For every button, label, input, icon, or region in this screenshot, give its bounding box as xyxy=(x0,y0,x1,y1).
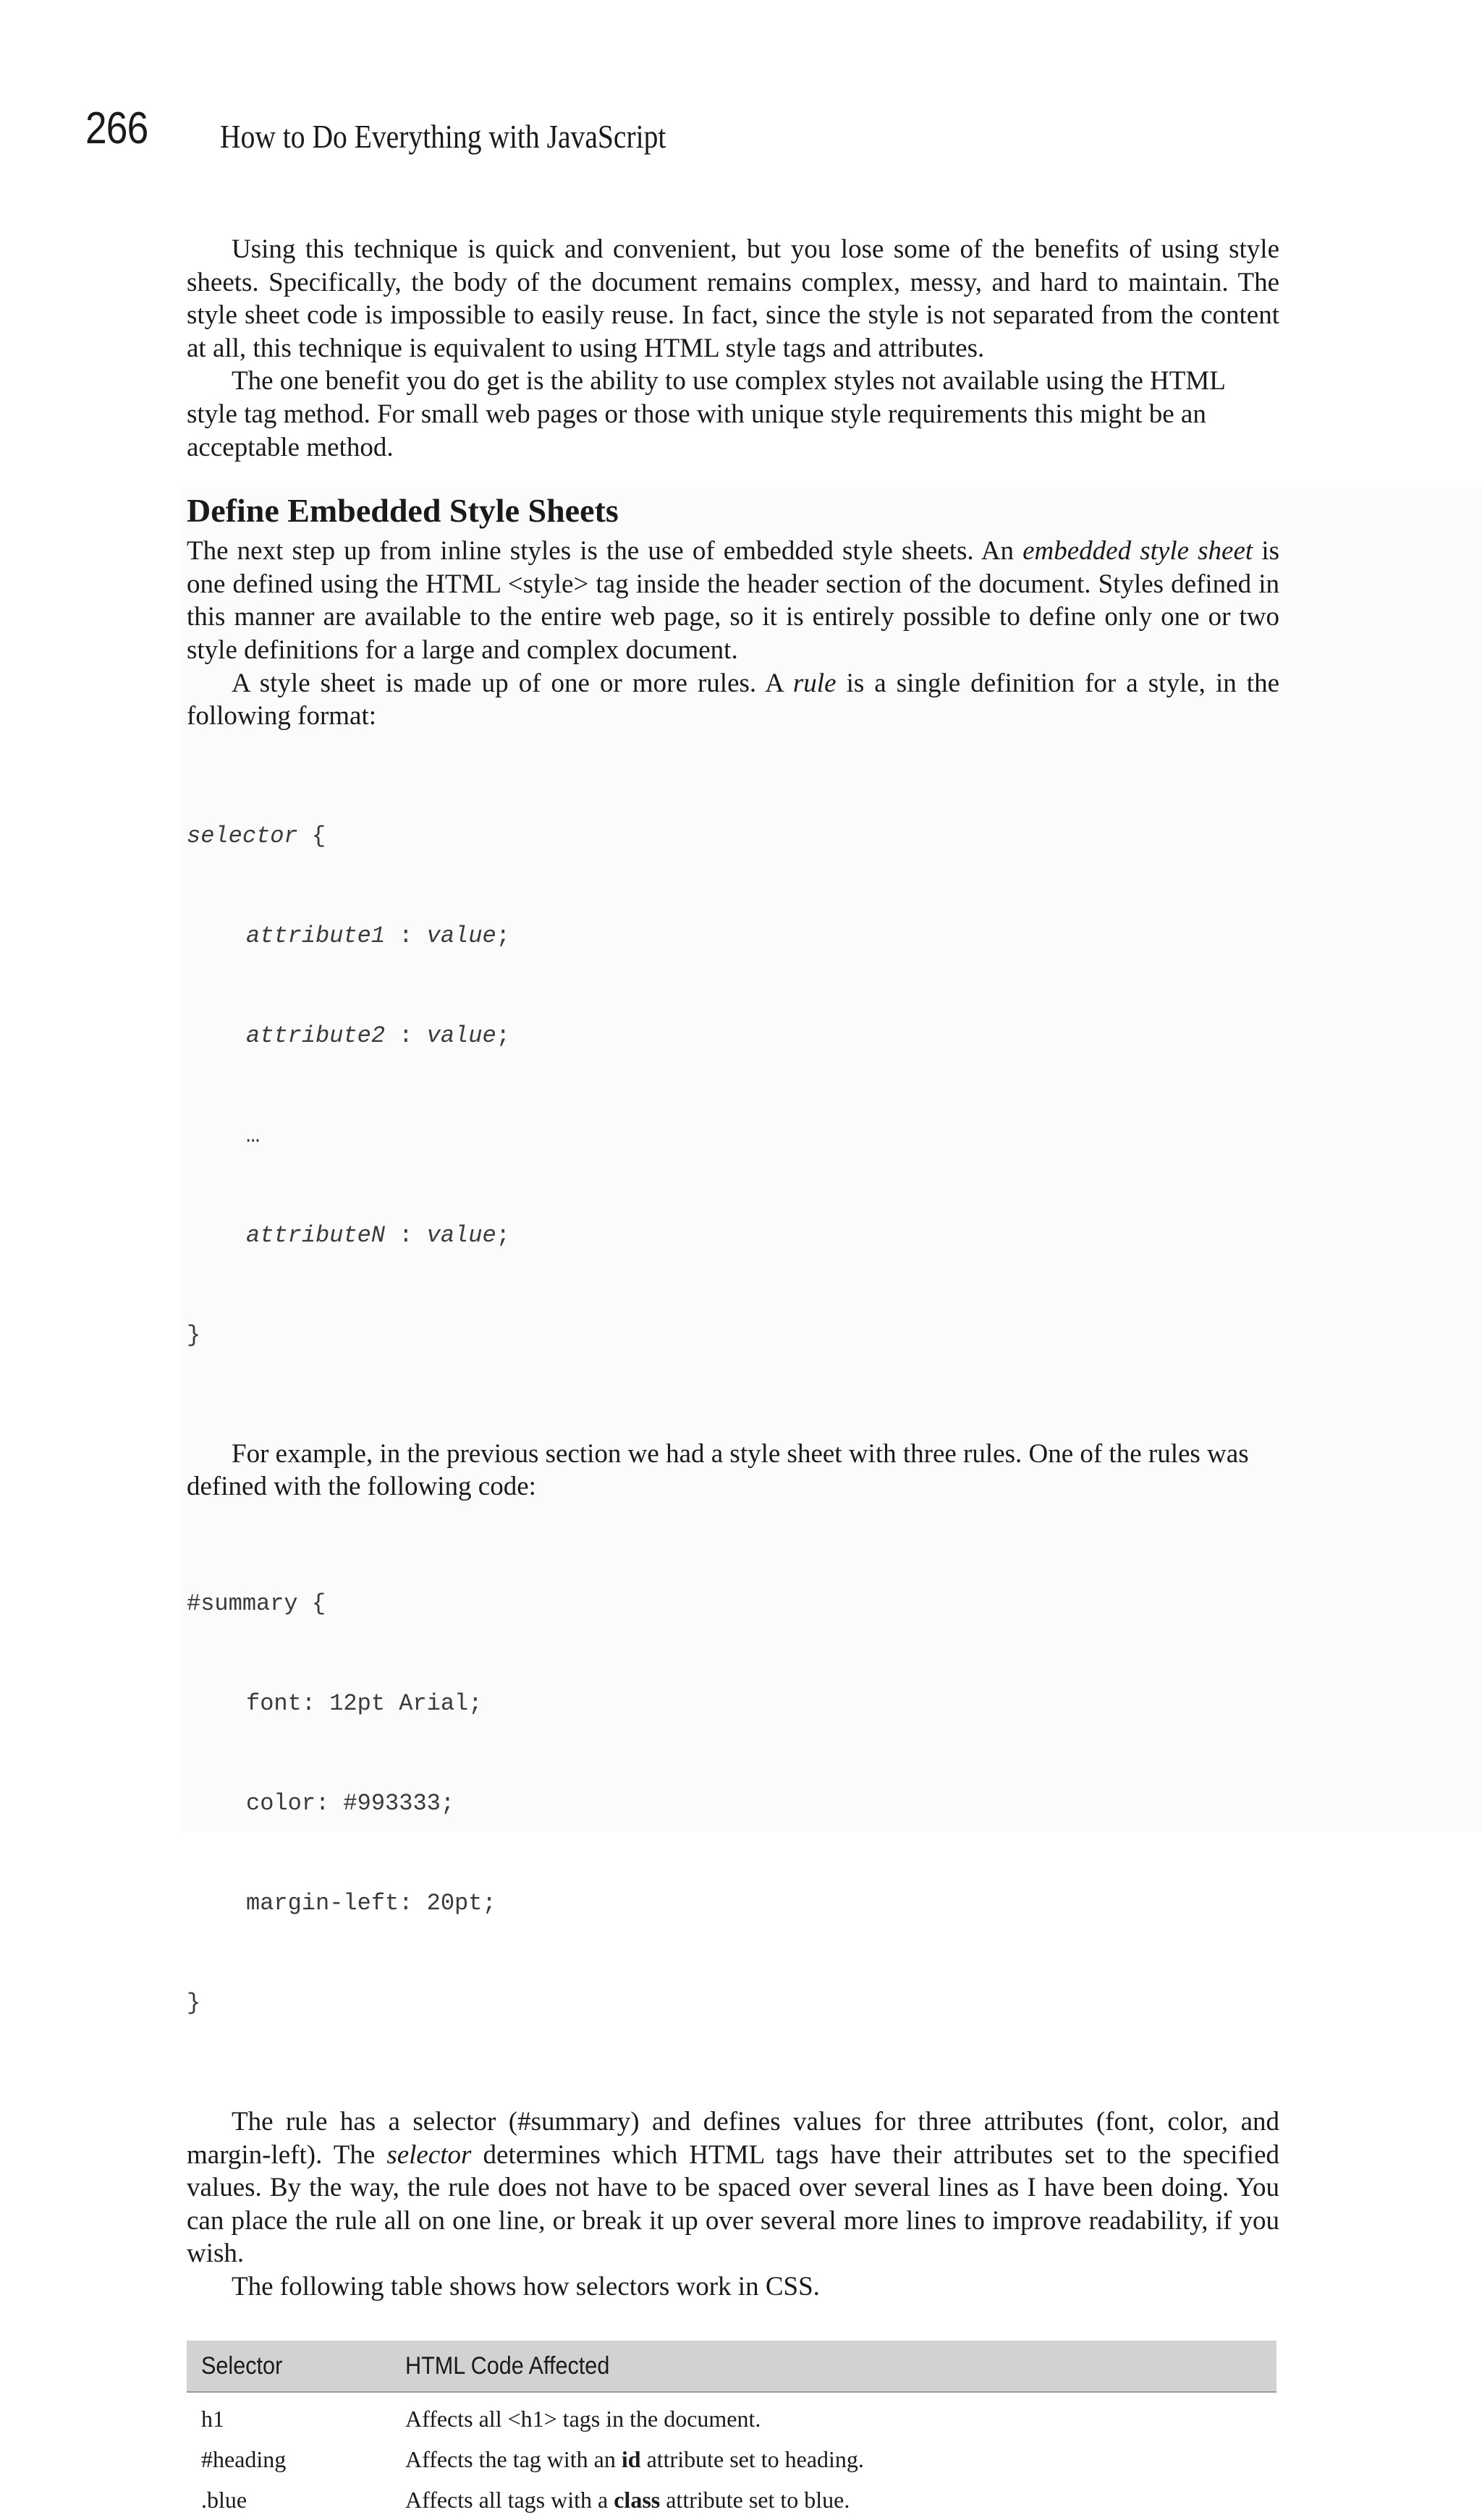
table-row xyxy=(187,2479,1276,2520)
term-rule: rule xyxy=(792,668,837,698)
code-line: attributeN : value; xyxy=(246,1221,510,1249)
intro-paragraph-1: Using this technique is quick and convenient, but you lose some of the benefits of using style sheets. Specifically, the body of the document remains complex, messy, and hard to maintain. The style sheet code is impossible to easily reuse. In fact, since the style is not separated from the content at all, this technique is equivalent to using HTML style tags and attributes. xyxy=(187,234,1279,363)
table-cell-selector: .blue xyxy=(201,2486,247,2513)
code-line: font: 12pt Arial; xyxy=(246,1689,483,1717)
code-line: attribute1 : value; xyxy=(246,922,510,949)
code-line: … xyxy=(246,1121,261,1149)
code-block-format xyxy=(187,753,1279,1419)
selector-table xyxy=(187,2341,1276,2520)
code-line: color: #993333; xyxy=(246,1789,455,1817)
table-cell-selector: #heading xyxy=(201,2445,287,2472)
section-heading: Define Embedded Style Sheets xyxy=(187,492,619,530)
intro-paragraph-2: The one benefit you do get is the ability to use complex styles not available using the HTML style tag method. For small web pages or those with unique style requirements this might be an acceptable method. xyxy=(187,366,1225,462)
section-paragraph-2: A style sheet is made up of one or more rules. A rule is a single definition for a style, in the following format: xyxy=(187,668,1279,731)
table-header-selector: Selector xyxy=(187,2341,391,2392)
term-embedded-style-sheet: embedded style sheet xyxy=(1022,536,1253,567)
explanation-paragraph-1: The rule has a selector (#summary) and defines values for three attributes (font, color, and margin-left). The selector determines which HTML tags have their attributes set to the specified values. By the way, the rule does not have to be spaced over several lines as I have been doing. You can place the rule all on one line, or break it up over several more lines to improve readability, if you wish. xyxy=(187,2106,1279,2269)
code-line: #summary { xyxy=(187,1590,326,1617)
code-line: attribute2 : value; xyxy=(246,1022,510,1049)
page-number: 266 xyxy=(85,103,148,153)
running-header xyxy=(85,103,1026,161)
table-cell-description: Affects all tags with a class attribute set to blue. xyxy=(405,2486,850,2513)
code-line: margin-left: 20pt; xyxy=(246,1889,496,1917)
code-line: selector { xyxy=(187,822,326,849)
explanation-paragraph-2: The following table shows how selectors work in CSS. xyxy=(232,2271,820,2301)
term-selector: selector xyxy=(386,2139,472,2170)
table-cell-description: Affects the tag with an id attribute set to heading. xyxy=(405,2445,864,2472)
book-title: How to Do Everything with JavaScript xyxy=(220,118,666,155)
code-line: } xyxy=(187,1321,201,1349)
page-body xyxy=(187,233,1279,2520)
table-header-html-code-affected: HTML Code Affected xyxy=(391,2341,1276,2392)
table-cell-selector: h1 xyxy=(201,2405,224,2432)
table-row xyxy=(187,2392,1276,2439)
table-cell-description: Affects all <h1> tags in the document. xyxy=(405,2405,761,2432)
example-paragraph: For example, in the previous section we had a style sheet with three rules. One of the rules was defined with the following code: xyxy=(187,1438,1249,1502)
table-row xyxy=(187,2439,1276,2479)
code-block-example xyxy=(187,1521,1279,2087)
table-header-row xyxy=(187,2341,1276,2392)
code-line: } xyxy=(187,1989,201,2016)
section-paragraph-1: The next step up from inline styles is the use of embedded style sheets. An embedded style sheet is one defined using the HTML <style> tag inside the header section of the document. Styles defined in this manner are available to the entire web page, so it is entirely possible to define only one or two style definitions for a large and complex document. xyxy=(187,536,1279,665)
